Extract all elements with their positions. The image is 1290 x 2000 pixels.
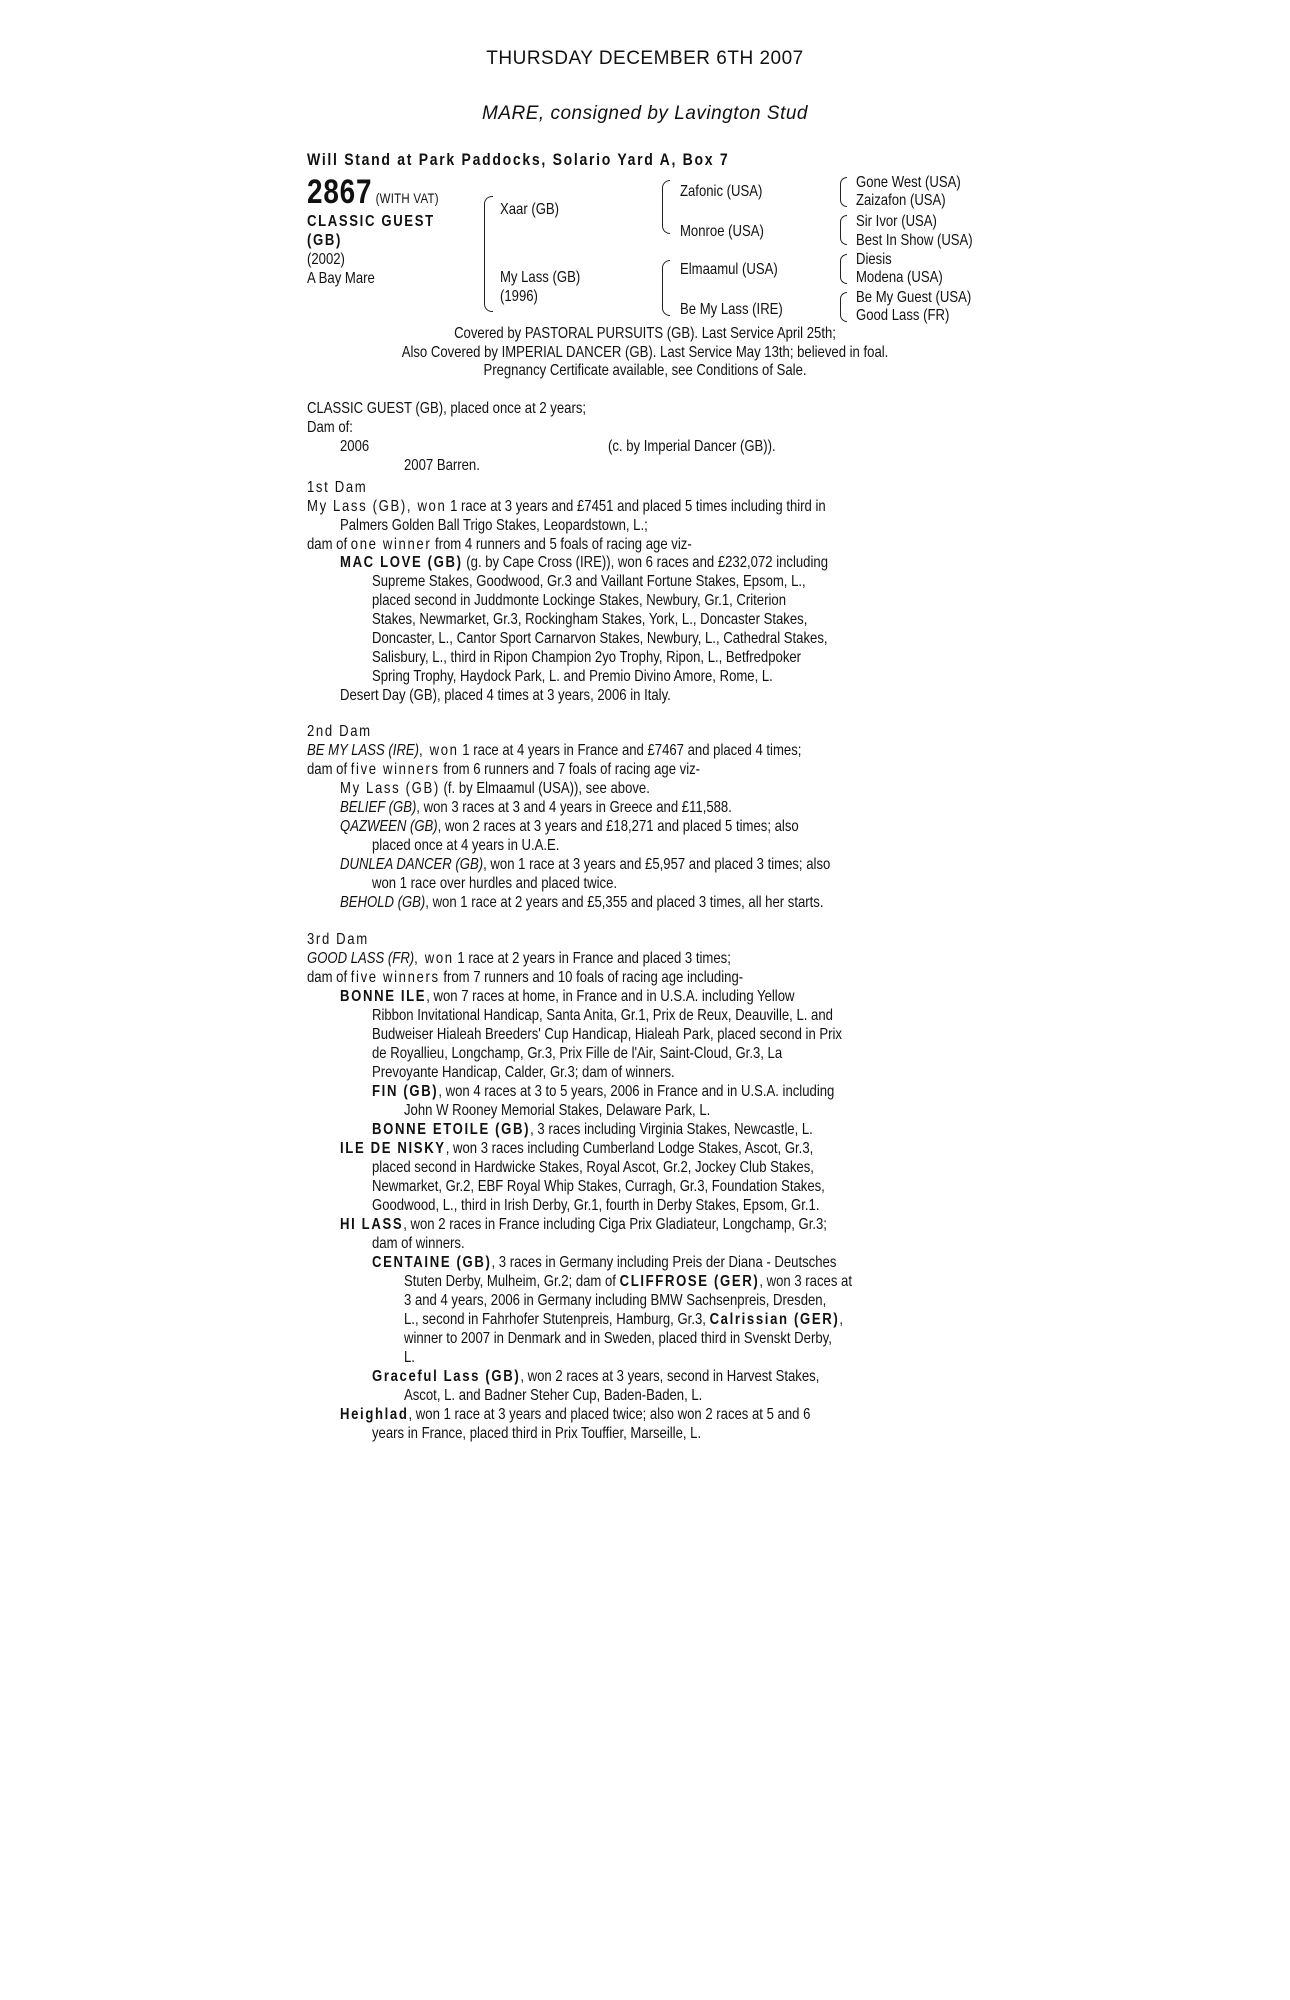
belief-line: BELIEF (GB), won 3 races at 3 and 4 years in Greece and £11,588. [340, 799, 732, 816]
centaine-line-6: L. [404, 1349, 415, 1366]
pedigree-dsd: Modena (USA) [856, 269, 943, 286]
dunlea-line: DUNLEA DANCER (GB), won 1 race at 3 years and £5,957 and placed 3 times; also [340, 856, 831, 873]
graceful-lass-line-2: Ascot, L. and Badner Steher Cup, Baden-Baden, L. [404, 1387, 703, 1404]
my-lass-line: My Lass (GB) (f. by Elmaamul (USA)), see above. [340, 780, 650, 797]
ile-de-nisky-detail-3: Goodwood, L., third in Irish Derby, Gr.1, fourth in Derby Stakes, Epsom, Gr.1. [372, 1197, 820, 1214]
heighlad-line: Heighlad, won 1 race at 3 years and placed twice; also won 2 races at 5 and 6 [340, 1406, 811, 1423]
mac-love-detail-3: Stakes, Newmarket, Gr.3, Rockingham Stakes, York, L., Doncaster Stakes, [372, 611, 808, 628]
fin-line-2: John W Rooney Memorial Stakes, Delaware Park, L. [404, 1102, 711, 1119]
third-dam-heading: 3rd Dam [307, 931, 369, 948]
mac-love-line: MAC LOVE (GB) (g. by Cape Cross (IRE)), won 6 races and £232,072 including [340, 554, 828, 571]
hi-lass-line-2: dam of winners. [372, 1235, 465, 1252]
first-dam-heading: 1st Dam [307, 479, 368, 496]
first-dam-line-1: My Lass (GB), won 1 race at 3 years and £7451 and placed 5 times including third in [307, 498, 826, 515]
pedigree-ssd: Zaizafon (USA) [856, 192, 946, 209]
pedigree-dam-dam: Be My Lass (IRE) [680, 301, 783, 318]
centaine-line-2: Stuten Derby, Mulheim, Gr.2; dam of CLIFFROSE (GER), won 3 races at [404, 1273, 852, 1290]
ile-de-nisky-detail-2: Newmarket, Gr.2, EBF Royal Whip Stakes, Curragh, Gr.3, Foundation Stakes, [372, 1178, 825, 1195]
pedigree-dam-sire: Elmaamul (USA) [680, 261, 778, 278]
pedigree-sss: Gone West (USA) [856, 174, 961, 191]
covered-line-2: Also Covered by IMPERIAL DANCER (GB). Last Service May 13th; believed in foal. [401, 344, 889, 361]
desert-day-line: Desert Day (GB), placed 4 times at 3 years, 2006 in Italy. [340, 687, 671, 704]
pedigree-sire: Xaar (GB) [500, 201, 560, 218]
ile-de-nisky-detail-1: placed second in Hardwicke Stakes, Royal Ascot, Gr.2, Jockey Club Stakes, [372, 1159, 814, 1176]
second-dam-heading: 2nd Dam [307, 723, 372, 740]
pedigree-sds: Sir Ivor (USA) [856, 213, 937, 230]
graceful-lass-line: Graceful Lass (GB), won 2 races at 3 years, second in Harvest Stakes, [372, 1368, 820, 1385]
bonne-etoile-line: BONNE ETOILE (GB), 3 races including Virginia Stakes, Newcastle, L. [372, 1121, 813, 1138]
first-dam-line-2: Palmers Golden Ball Trigo Stakes, Leopardstown, L.; [340, 517, 648, 534]
mac-love-detail-1: Supreme Stakes, Goodwood, Gr.3 and Vaillant Fortune Stakes, Epsom, L., [372, 573, 806, 590]
lot-number-value: 2867 [307, 173, 373, 211]
brace-sire-dam [484, 196, 493, 312]
brace-sire-parents [662, 180, 670, 234]
horse-year: (2002) [307, 251, 345, 268]
brace-dam-parents [662, 260, 670, 316]
brace-ds [840, 254, 847, 284]
heighlad-line-2: years in France, placed third in Prix Touffier, Marseille, L. [372, 1425, 702, 1442]
fin-line: FIN (GB), won 4 races at 3 to 5 years, 2006 in France and in U.S.A. including [372, 1083, 835, 1100]
third-dam-line-2: dam of five winners from 7 runners and 10 foals of racing age including- [307, 969, 744, 986]
bonne-ile-detail-1: Ribbon Invitational Handicap, Santa Anita, Gr.1, Prix de Reux, Deauville, L. and [372, 1007, 833, 1024]
third-dam-line-1: GOOD LASS (FR), won 1 race at 2 years in France and placed 3 times; [307, 950, 731, 967]
stand-location: Will Stand at Park Paddocks, Solario Yard A, Box 7 [307, 151, 730, 169]
bonne-ile-line: BONNE ILE, won 7 races at home, in France and in U.S.A. including Yellow [340, 988, 795, 1005]
bonne-ile-detail-4: Prevoyante Handicap, Calder, Gr.3; dam of winners. [372, 1064, 675, 1081]
produce-intro: CLASSIC GUEST (GB), placed once at 2 years; [307, 400, 587, 417]
lot-number [307, 174, 439, 216]
centaine-line: CENTAINE (GB), 3 races in Germany including Preis der Diana - Deutsches [372, 1254, 837, 1271]
centaine-line-5: winner to 2007 in Denmark and in Sweden, placed third in Svenskt Derby, [404, 1330, 832, 1347]
behold-line: BEHOLD (GB), won 1 race at 2 years and £5,355 and placed 3 times, all her starts. [340, 894, 824, 911]
qazween-line-2: placed once at 4 years in U.A.E. [372, 837, 560, 854]
produce-dam-of: Dam of: [307, 419, 353, 436]
ile-de-nisky-line: ILE DE NISKY, won 3 races including Cumberland Lodge Stakes, Ascot, Gr.3, [340, 1140, 814, 1157]
second-dam-line-1: BE MY LASS (IRE), won 1 race at 4 years in France and £7467 and placed 4 times; [307, 742, 802, 759]
vat-note: (WITH VAT) [375, 190, 439, 206]
pedigree-sire-dam: Monroe (USA) [680, 223, 764, 240]
pedigree-sdd: Best In Show (USA) [856, 232, 973, 249]
produce-foal-2006: (c. by Imperial Dancer (GB)). [608, 438, 776, 455]
horse-name: CLASSIC GUEST [307, 213, 435, 230]
pedigree-ddd: Good Lass (FR) [856, 307, 950, 324]
hi-lass-line: HI LASS, won 2 races in France including Ciga Prix Gladiateur, Longchamp, Gr.3; [340, 1216, 827, 1233]
brace-dd [840, 292, 847, 322]
mac-love-detail-4: Doncaster, L., Cantor Sport Carnarvon Stakes, Newbury, L., Cathedral Stakes, [372, 630, 828, 647]
dunlea-line-2: won 1 race over hurdles and placed twice. [372, 875, 618, 892]
pedigree-dds: Be My Guest (USA) [856, 289, 972, 306]
covered-line-3: Pregnancy Certificate available, see Conditions of Sale. [483, 362, 807, 379]
mac-love-detail-6: Spring Trophy, Haydock Park, L. and Premio Divino Amore, Rome, L. [372, 668, 773, 685]
produce-year-2006: 2006 [340, 438, 370, 455]
second-dam-line-2: dam of five winners from 6 runners and 7 foals of racing age viz- [307, 761, 701, 778]
covered-line-1: Covered by PASTORAL PURSUITS (GB). Last Service April 25th; [454, 325, 836, 342]
mac-love-detail-2: placed second in Juddmonte Lockinge Stakes, Newbury, Gr.1, Criterion [372, 592, 786, 609]
pedigree-dam: My Lass (GB) [500, 269, 581, 286]
pedigree-dss: Diesis [856, 251, 892, 268]
first-dam-line-3: dam of one winner from 4 runners and 5 foals of racing age viz- [307, 536, 692, 553]
horse-name-suffix: (GB) [307, 232, 342, 249]
sale-date: THURSDAY DECEMBER 6TH 2007 [486, 48, 804, 69]
centaine-line-4: L., second in Fahrhofer Stutenpreis, Hamburg, Gr.3, Calrissian (GER), [404, 1311, 843, 1328]
horse-description: A Bay Mare [307, 270, 375, 287]
mac-love-detail-5: Salisbury, L., third in Ripon Champion 2yo Trophy, Ripon, L., Betfredpoker [372, 649, 802, 666]
pedigree-sire-sire: Zafonic (USA) [680, 183, 763, 200]
bonne-ile-detail-3: de Royallieu, Longchamp, Gr.3, Prix Fille de l'Air, Saint-Cloud, Gr.3, La [372, 1045, 783, 1062]
brace-ss [840, 177, 847, 207]
produce-2007: 2007 Barren. [404, 457, 480, 474]
pedigree-dam-year: (1996) [500, 288, 538, 305]
brace-sd [840, 215, 847, 245]
qazween-line: QAZWEEN (GB), won 2 races at 3 years and £18,271 and placed 5 times; also [340, 818, 799, 835]
consignment-line: MARE, consigned by Lavington Stud [482, 103, 808, 124]
bonne-ile-detail-2: Budweiser Hialeah Breeders' Cup Handicap, Hialeah Park, placed second in Prix [372, 1026, 842, 1043]
centaine-line-3: 3 and 4 years, 2006 in Germany including BMW Sachsenpreis, Dresden, [404, 1292, 827, 1309]
